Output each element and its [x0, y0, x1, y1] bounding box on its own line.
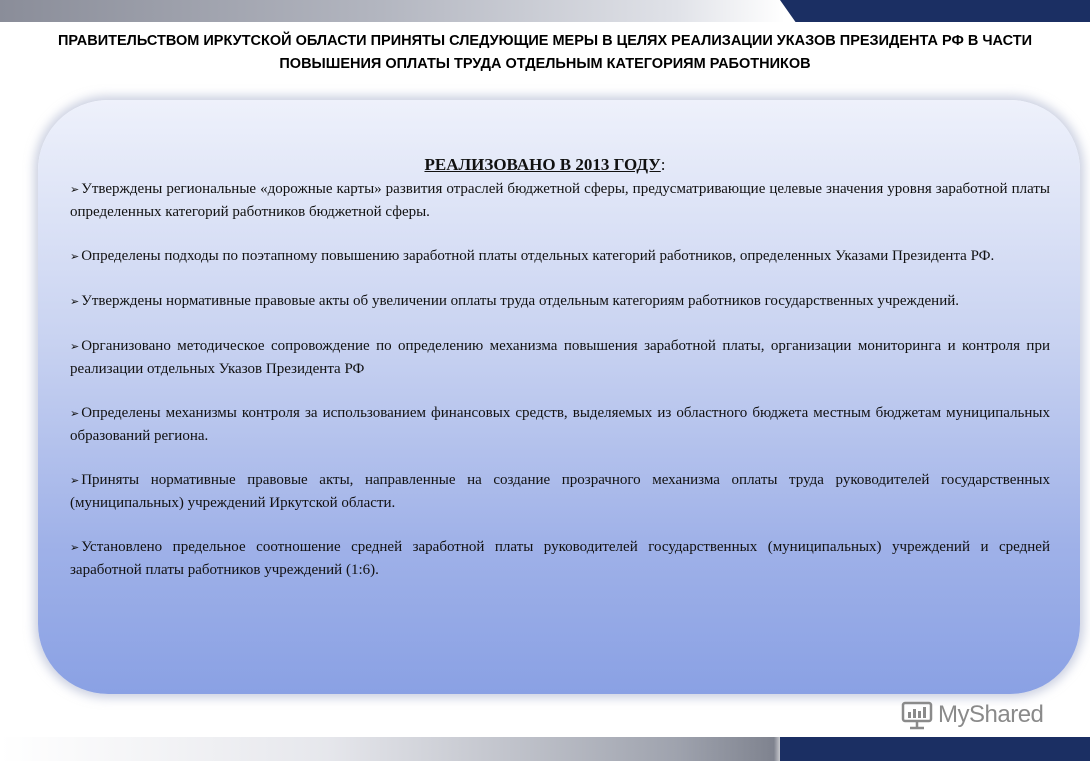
- watermark-text: MyShared: [938, 701, 1044, 728]
- list-item: [70, 178, 1050, 223]
- bottom-decor-band: [0, 737, 1090, 761]
- arrow-bullet-icon: ➢: [70, 474, 80, 487]
- list-item-text: Установлено предельное соотношение средней заработной платы руководителей государственных (муниципальных) учреждений и средней заработной платы работников учреждений (1:6).: [70, 539, 1050, 578]
- list-item-text: Приняты нормативные правовые акты, направленные на создание прозрачного механизма оплаты труда руководителей государственных (муниципальных) учреждений Иркутской области.: [70, 472, 1050, 511]
- list-item: [70, 536, 1050, 581]
- list-item: [70, 335, 1050, 380]
- presentation-board-icon: [900, 700, 934, 730]
- panel-title: [0, 154, 1090, 176]
- arrow-bullet-icon: ➢: [70, 295, 80, 308]
- slide-header: [16, 30, 1074, 76]
- bottom-navy-stripe: [780, 737, 1090, 761]
- list-item-text: Утверждены нормативные правовые акты об увеличении оплаты труда отдельным категориям работников государственных учреждений.: [81, 293, 960, 309]
- arrow-bullet-icon: ➢: [70, 250, 80, 263]
- panel-title-text: РЕАЛИЗОВАНО В 2013 ГОДУ: [424, 155, 661, 174]
- panel-title-colon: :: [660, 155, 666, 174]
- arrow-bullet-icon: ➢: [70, 340, 80, 353]
- myshared-watermark: [900, 700, 1043, 730]
- top-decor-band: [0, 0, 1090, 22]
- list-item: [70, 290, 1050, 313]
- arrow-bullet-icon: ➢: [70, 407, 80, 420]
- list-item-text: Утверждены региональные «дорожные карты» развития отраслей бюджетной сферы, предусматривающие целевые значения уровня заработной платы определенных категорий работников бюджетной сферы.: [70, 181, 1050, 220]
- list-item: [70, 469, 1050, 514]
- list-item-text: Определены механизмы контроля за использованием финансовых средств, выделяемых из областного бюджета местным бюджетам муниципальных образований региона.: [70, 405, 1050, 444]
- arrow-bullet-icon: ➢: [70, 541, 80, 554]
- list-item-text: Организовано методическое сопровождение по определению механизма повышения заработной платы, организации мониторинга и контроля при реализации отдельных Указов Президента РФ: [70, 338, 1050, 377]
- header-line-2: ПОВЫШЕНИЯ ОПЛАТЫ ТРУДА ОТДЕЛЬНЫМ КАТЕГОРИЯМ РАБОТНИКОВ: [279, 56, 811, 72]
- header-line-1: ПРАВИТЕЛЬСТВОМ ИРКУТСКОЙ ОБЛАСТИ ПРИНЯТЫ СЛЕДУЮЩИЕ МЕРЫ В ЦЕЛЯХ РЕАЛИЗАЦИИ УКАЗОВ ПРЕЗИДЕНТА РФ В ЧАСТИ: [57, 33, 1033, 49]
- measures-list: [70, 178, 1050, 603]
- list-item-text: Определены подходы по поэтапному повышению заработной платы отдельных категорий работников, определенных Указами Президента РФ.: [81, 248, 995, 264]
- arrow-bullet-icon: ➢: [70, 183, 80, 196]
- top-navy-stripe: [780, 0, 1090, 22]
- list-item: [70, 402, 1050, 447]
- list-item: [70, 245, 1050, 268]
